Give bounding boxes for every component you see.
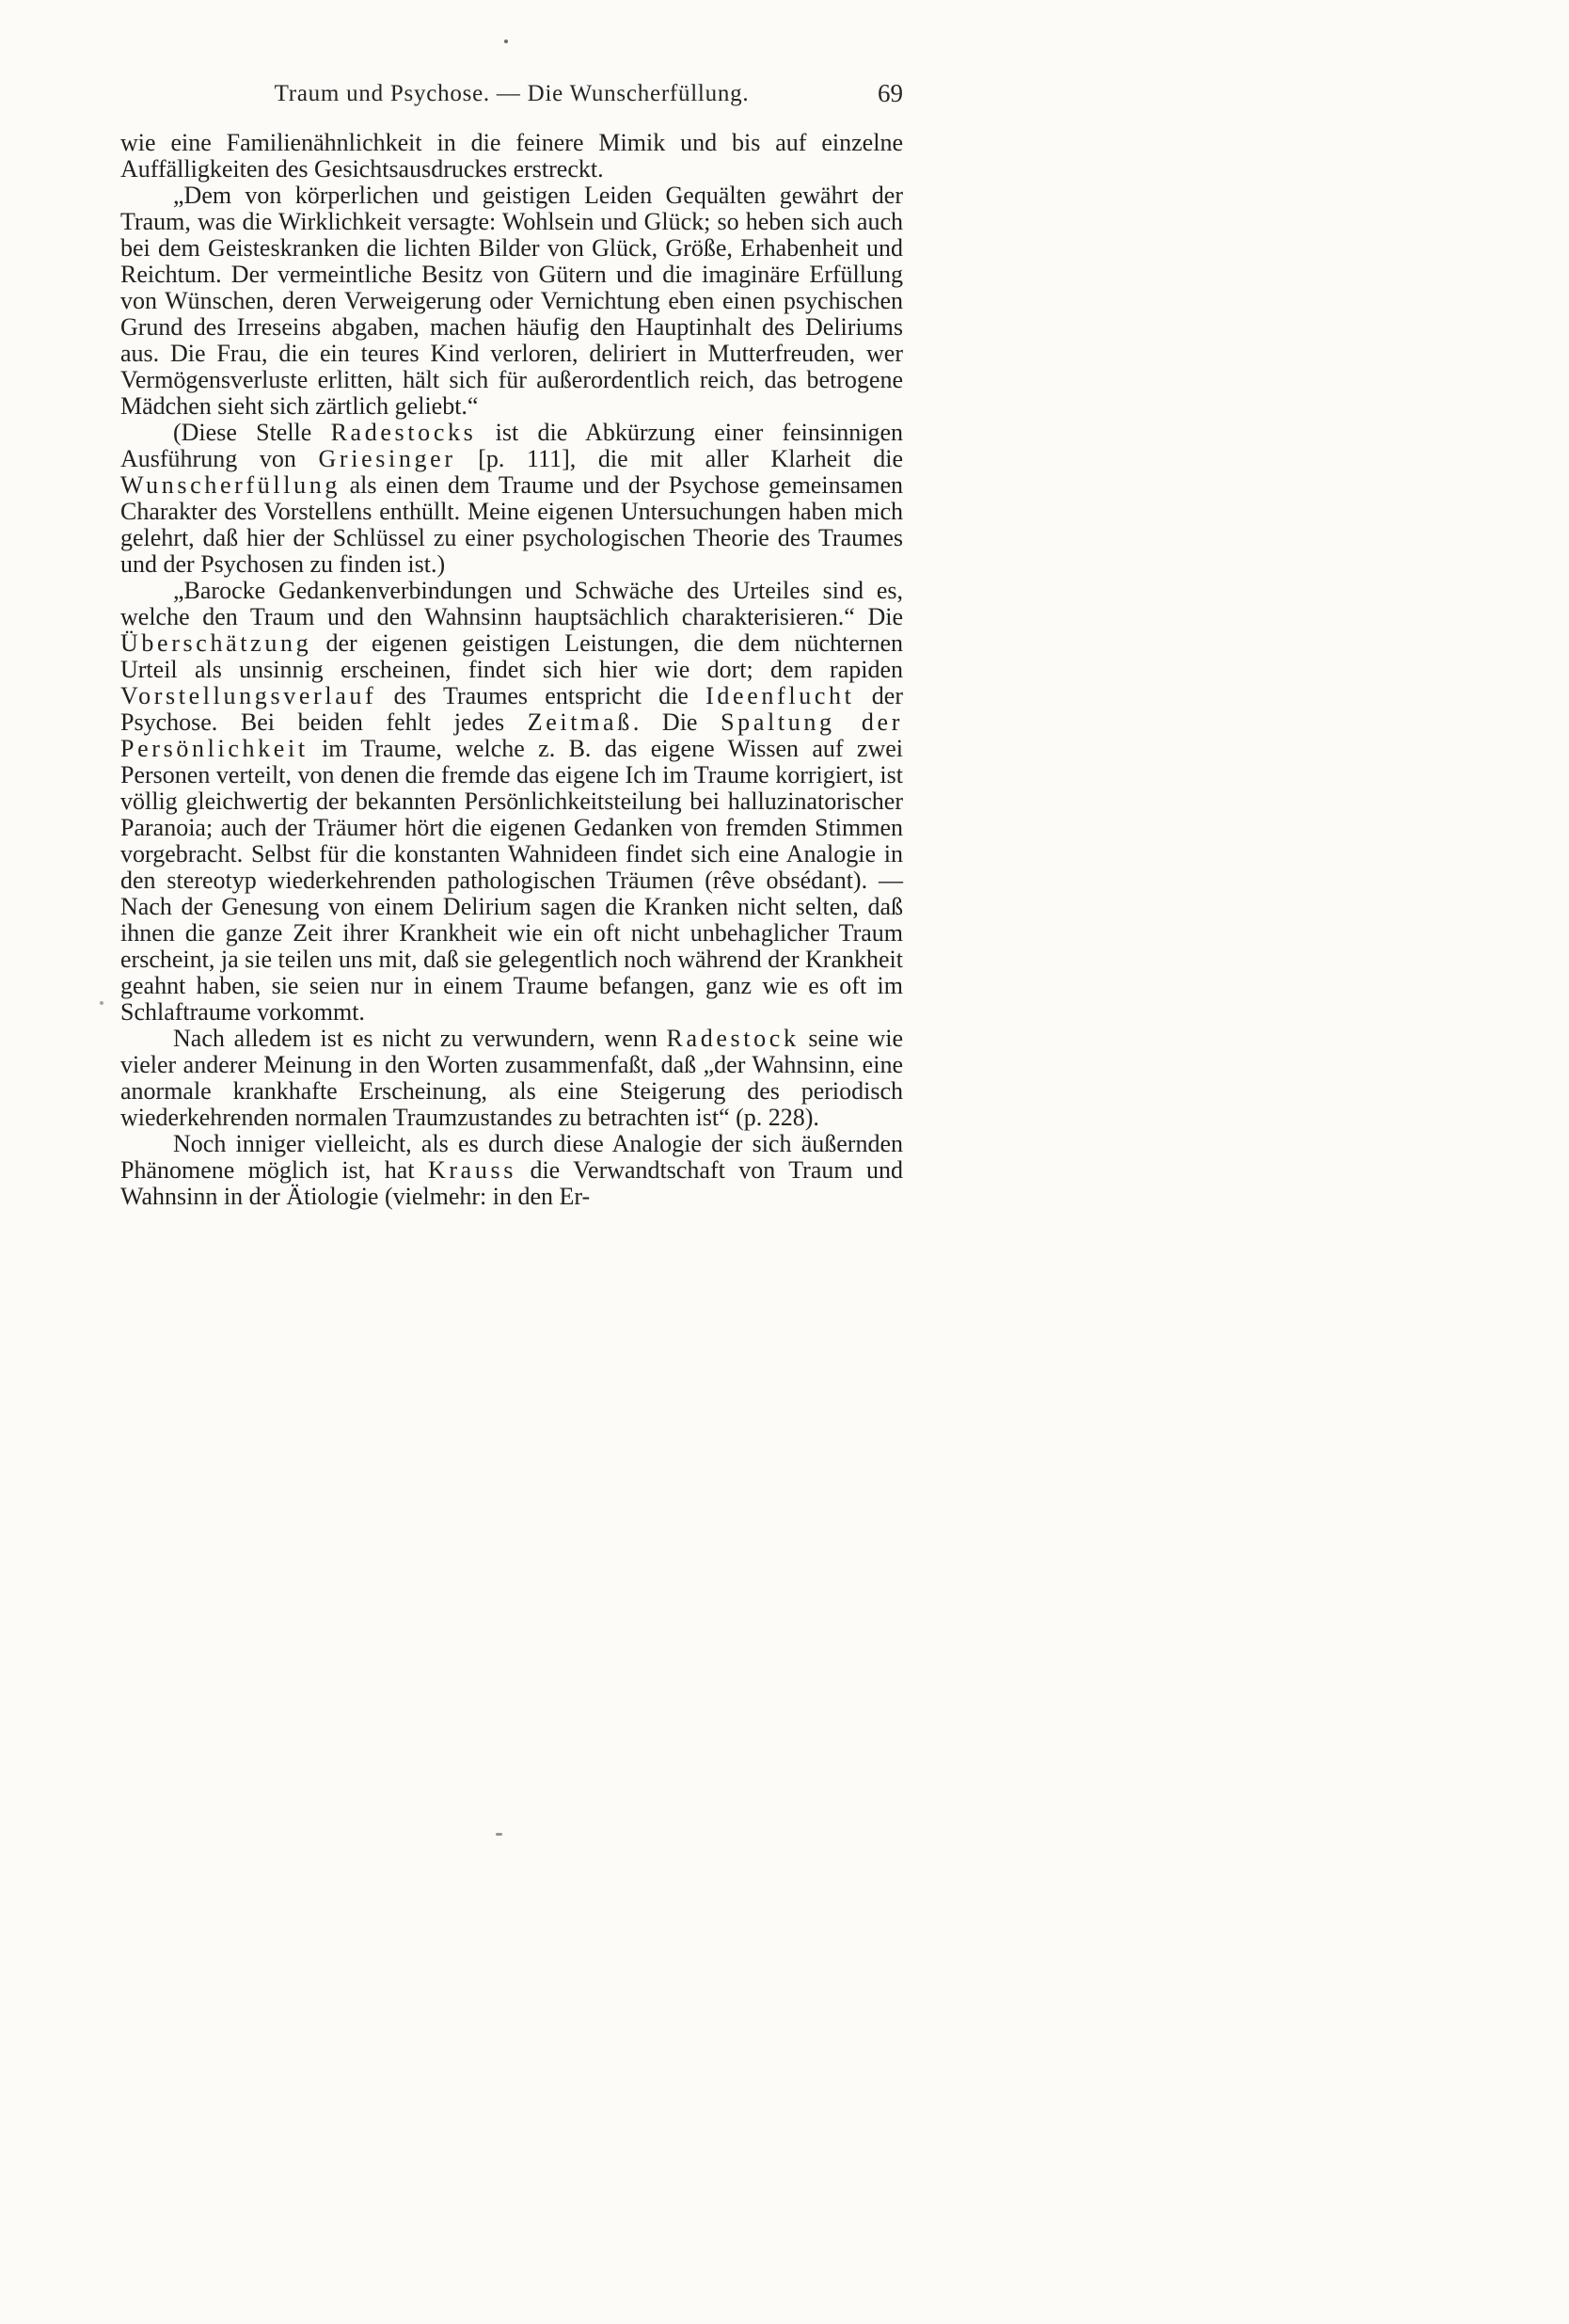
text-run: im Traume, welche z. B. das eigene Wissen auf zwei Personen verteilt, von denen die fremde das eigene Ich im Traume korrigiert, ist völlig gleichwertig der bekannten Persönlichkeitsteilung bei halluzinatorischer Paranoia; auch der Träumer hört die eigenen Gedanken von fremden Stimmen vorgebracht. Selbst für die konstanten Wahnideen findet sich eine Analogie in den stereotyp wiederkehrenden pathologischen Träumen (rêve obsédant). — Nach der Genesung von einem Delirium sagen die Kranken nicht selten, daß ihnen die ganze Zeit ihrer Krankheit wie ein oft nicht unbehaglicher Traum erscheint, ja sie teilen uns mit, daß sie gelegentlich noch während der Krankheit geahnt haben, sie seien nur in einem Traume befangen, ganz wie es oft im Schlaftraume vorkommt. — [120, 735, 903, 1026]
text-run: Nach alledem ist es nicht zu verwundern, wenn — [173, 1025, 667, 1052]
text-run: „Dem von körperlichen und geistigen Leiden Gequälten gewährt der Traum, was die Wirklichkeit versagte: Wohlsein und Glück; so heben sich auch bei dem Geisteskranken die lichten Bilder von Glück, Größe, Erhabenheit und Reichtum. Der vermeintliche Besitz von Gütern und die imaginäre Erfüllung von Wünschen, deren Verweigerung oder Vernichtung eben einen psychischen Grund des Irreseins abgaben, machen häufig den Hauptinhalt des Deliriums aus. Die Frau, die ein teures Kind verloren, deliriert in Mutterfreuden, wer Vermögensverluste erlitten, hält sich für außerordentlich reich, das betrogene Mädchen sieht sich zärtlich geliebt.“ — [120, 182, 903, 420]
letterspaced-name: Vorstellungsverlauf — [120, 682, 377, 709]
text-run: ist die Abkürzung einer feinsinnigen Ausführung von — [120, 419, 904, 472]
letterspaced-name: Ideenflucht — [705, 682, 855, 709]
text-run: des Traumes entspricht die — [376, 682, 706, 709]
text-run: . Die — [632, 708, 721, 736]
text-run: [p. 111], die mit aller Klarheit die — [455, 445, 903, 472]
running-title: Traum und Psychose. — Die Wunscherfüllung. — [274, 81, 750, 106]
letterspaced-name: Radestocks — [330, 419, 477, 446]
page-header — [120, 81, 903, 113]
paragraph — [120, 578, 903, 1026]
text-run: „Barocke Gedankenverbindungen und Schwäche des Urteiles sind es, welche den Traum und den Wahnsinn hauptsächlich charakterisieren.“ Die — [120, 577, 903, 630]
letterspaced-name: Krauss — [427, 1156, 517, 1184]
paragraph — [120, 420, 903, 578]
paragraph — [120, 183, 903, 420]
text-run: als einen dem Traume und der Psychose gemeinsamen Charakter des Vorstellens enthüllt. Meine eigenen Untersuchungen haben mich gelehrt, daß hier der Schlüssel zu einer psychologischen Theorie des Traumes und der Psychosen zu finden ist.) — [120, 471, 903, 578]
scan-artifact-dot — [100, 1001, 103, 1005]
scan-artifact-dot — [504, 40, 508, 43]
page-number: 69 — [878, 79, 903, 107]
paragraph — [120, 1026, 903, 1131]
scan-artifact-dash — [496, 1833, 502, 1836]
letterspaced-name: Radestock — [666, 1025, 800, 1052]
letterspaced-name: Wunscherfüllung — [120, 471, 341, 499]
text-run: (Diese Stelle — [173, 419, 331, 446]
letterspaced-name: Spaltung der Persönlichkeit — [120, 708, 903, 762]
text-block — [120, 130, 903, 1210]
paragraph — [120, 130, 903, 183]
text-run: die Verwandtschaft von Traum und Wahnsinn in der Ätiologie (vielmehr: in den Er- — [120, 1156, 903, 1210]
text-run: wie eine Familienähnlichkeit in die feinere Mimik und bis auf einzelne Auffälligkeiten des Gesichtsausdruckes erstreckt. — [120, 129, 903, 183]
text-run: Noch inniger vielleicht, als es durch diese Analogie der sich äußernden Phänomene möglich ist, hat — [120, 1130, 903, 1184]
text-run: der eigenen geistigen Leistungen, die dem nüchternen Urteil als unsinnig erscheinen, findet sich hier wie dort; dem rapiden — [120, 629, 903, 683]
letterspaced-name: Griesinger — [318, 445, 456, 472]
letterspaced-name: Zeitmaß — [527, 708, 633, 736]
paragraph — [120, 1131, 903, 1210]
letterspaced-name: Überschätzung — [120, 629, 312, 657]
text-run: der Psychose. Bei beiden fehlt jedes — [120, 682, 903, 736]
text-run: seine wie vieler anderer Meinung in den Worten zusammenfaßt, daß „der Wahnsinn, eine anormale krankhafte Erscheinung, als eine Steigerung des periodisch wiederkehrenden normalen Traumzustandes zu betrachten ist“ (p. 228). — [120, 1025, 903, 1131]
